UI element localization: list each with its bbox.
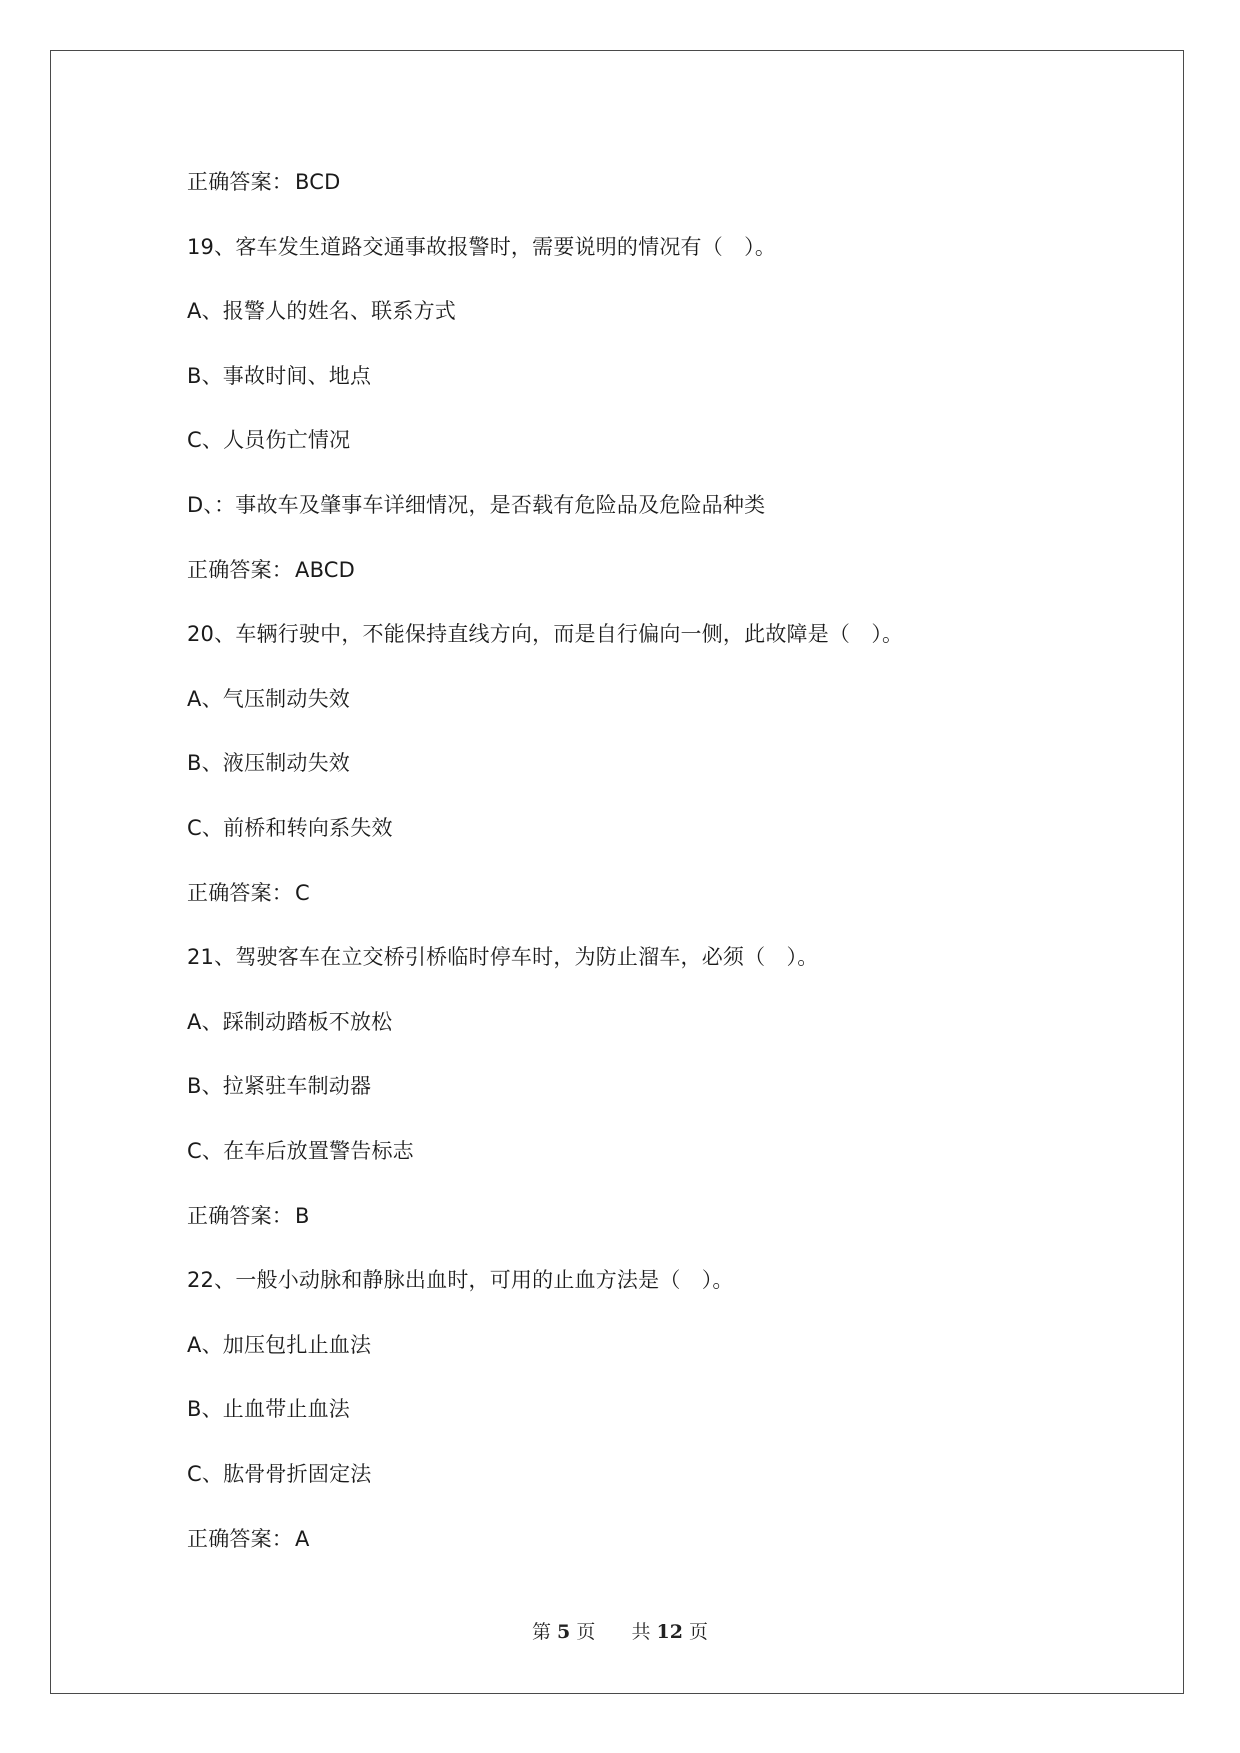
option-text: B、止血带止血法 <box>187 1397 351 1422</box>
option-text: A、加压包扎止血法 <box>187 1332 372 1357</box>
answer-label: 正确答案： <box>187 1526 293 1551</box>
option-text: B、液压制动失效 <box>187 751 351 776</box>
option-text: C、前桥和转向系失效 <box>187 816 393 840</box>
footer-total-prefix: 共 <box>631 1621 651 1643</box>
answer-value: A <box>295 1526 310 1551</box>
footer-total-pages: 12 <box>656 1621 683 1643</box>
answer-label: 正确答案： <box>187 880 293 905</box>
answer-value: C <box>295 880 310 905</box>
answer-value: BCD <box>295 170 341 194</box>
option-text: B、事故时间、地点 <box>187 363 372 388</box>
answer-label: 正确答案： <box>187 1203 293 1228</box>
option-text: C、在车后放置警告标志 <box>187 1139 414 1163</box>
option-text: A、报警人的姓名、联系方式 <box>187 299 456 324</box>
question-text: 21、驾驶客车在立交桥引桥临时停车时，为防止溜车，必须（ ）。 <box>187 945 819 970</box>
footer-page-unit: 页 <box>576 1621 596 1643</box>
answer-line <box>187 1525 310 1553</box>
question-text: 19、客车发生道路交通事故报警时，需要说明的情况有（ ）。 <box>187 234 777 259</box>
footer-total-unit: 页 <box>689 1621 709 1643</box>
footer-prefix: 第 <box>531 1621 551 1643</box>
answer-line <box>187 1202 310 1230</box>
option-text: C、肱骨骨折固定法 <box>187 1462 372 1486</box>
option-text: D、：事故车及肇事车详细情况，是否载有危险品及危险品种类 <box>187 493 766 517</box>
answer-label: 正确答案： <box>187 557 293 582</box>
answer-line <box>187 879 310 907</box>
answer-value: ABCD <box>295 557 356 582</box>
question-text: 22、一般小动脉和静脉出血时，可用的止血方法是（ ）。 <box>187 1268 734 1293</box>
page-footer <box>0 1620 1240 1644</box>
option-text: C、人员伤亡情况 <box>187 428 351 453</box>
answer-line <box>187 556 355 584</box>
option-text: A、踩制动踏板不放松 <box>187 1009 393 1034</box>
option-text: A、气压制动失效 <box>187 686 350 711</box>
question-text: 20、车辆行驶中，不能保持直线方向，而是自行偏向一侧，此故障是（ ）。 <box>187 622 904 647</box>
answer-line <box>187 168 340 196</box>
answer-value: B <box>295 1203 310 1228</box>
option-text: B、拉紧驻车制动器 <box>187 1074 372 1099</box>
footer-current-page: 5 <box>557 1621 571 1643</box>
answer-label: 正确答案： <box>187 170 293 194</box>
